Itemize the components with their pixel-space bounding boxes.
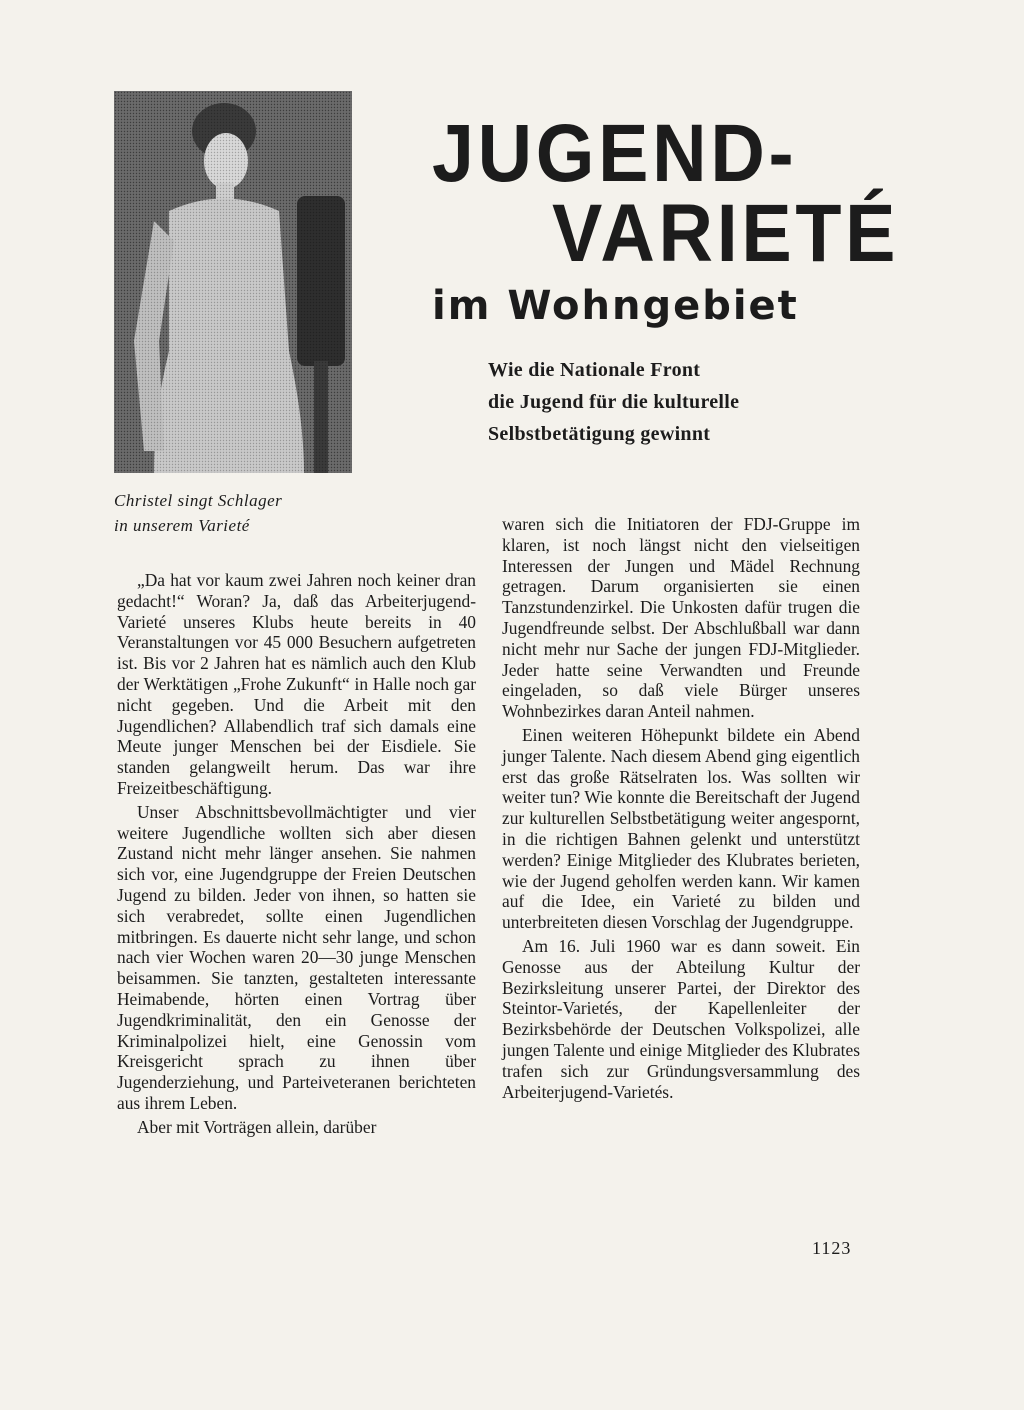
- headline-line-2: VARIETÉ: [552, 188, 900, 279]
- paragraph: „Da hat vor kaum zwei Jahren noch keiner dran gedacht!“ Woran? Ja, daß das Arbeiterjugend-Varieté unseres Klubs heute bereits in 40 Veranstaltungen vor 45 000 Besuchern aufgetreten ist. Bis vor 2 Jahren hat es nämlich auch den Klub der Werktätigen „Frohe Zukunft“ in Halle noch gar nicht gegeben. Und die Arbeit mit den Jugendlichen? Allabendlich traf sich damals eine Meute junger Menschen bei der Eisdiele. Sie standen gelangweilt herum. Das war ihre Freizeitbeschäftigung.: [117, 570, 476, 798]
- page-number: 1123: [812, 1238, 852, 1258]
- headline-line-1: JUGEND-: [432, 108, 798, 199]
- photo-caption: [114, 488, 374, 538]
- paragraph: Einen weiteren Höhepunkt bildete ein Abend junger Talente. Nach diesem Abend ging eigentlich erst das große Rätselraten los. Was sollten wir weiter tun? Wie konnte die Bereitschaft der Jugend zur kulturellen Selbstbetätigung weiter angespornt, in die richtigen Bahnen gelenkt und unterstützt werden? Einige Mitglieder des Klubrates berieten, wie der Jugend geholfen werden kann. Wir kamen auf die Idee, ein Varieté zu bilden und unterbreiteten diesen Vorschlag der Jugendgruppe.: [502, 724, 860, 933]
- paragraph: waren sich die Initiatoren der FDJ-Gruppe im klaren, ist noch längst nicht den vielseitigen Interessen der Jungen und Mädel Rechnung getragen. Darum organisierten sie einen Tanzstundenzirkel. Die Unkosten dafür trugen die Jugendfreunde selbst. Der Abschlußball war dann nicht mehr nur Sache der jungen FDJ-Mitglieder. Jeder hatte seine Verwandten und Freunde eingeladen, so daß viele Bürger unseres Wohnbezirkes daran Anteil nahmen.: [502, 514, 860, 722]
- singer-photo: [114, 91, 352, 473]
- caption-line: in unserem Varieté: [114, 516, 250, 535]
- article-column-1: [117, 570, 476, 1138]
- caption-line: Christel singt Schlager: [114, 491, 283, 510]
- deck: [488, 354, 868, 450]
- deck-line: die Jugend für die kulturelle: [488, 391, 740, 413]
- paragraph: Unser Abschnittsbevollmächtigter und vier weitere Jugendliche wollten sich aber diesen Zustand nicht mehr länger ansehen. Sie nahmen sich vor, eine Jugendgruppe der Freien Deutschen Jugend zu bilden. Jeder von ihnen, so hatten sie sich verabredet, sollte einen Jugendlichen mitbringen. Es dauerte nicht sehr lange, und schon nach vier Wochen waren 20—30 junge Menschen beisammen. Sie tanzten, gestalteten interessante Heimabende, hörten einen Vortrag über Jugendkriminalität, den ein Genosse der Kriminalpolizei hielt, eine Genossin vom Kreisgericht sprach zu ihnen über Jugenderziehung, und Parteiveteranen berichteten aus ihrem Leben.: [117, 801, 476, 1113]
- paragraph: Aber mit Vorträgen allein, darüber: [137, 1116, 377, 1137]
- subtitle: im Wohngebiet: [432, 283, 799, 329]
- deck-line: Selbstbetätigung gewinnt: [488, 423, 711, 445]
- deck-line: Wie die Nationale Front: [488, 359, 701, 381]
- article-column-2: [502, 514, 860, 1102]
- paragraph: Am 16. Juli 1960 war es dann soweit. Ein Genosse aus der Abteilung Kultur der Bezirksleitung unserer Partei, der Direktor des Steintor-Varietés, der Kapellenleiter der Bezirksbehörde der Deutschen Volkspolizei, alle jungen Talente und einige Mitglieder des Klubrates trafen sich zur Gründungsversammlung des Arbeiterjugend-Varietés.: [502, 935, 860, 1102]
